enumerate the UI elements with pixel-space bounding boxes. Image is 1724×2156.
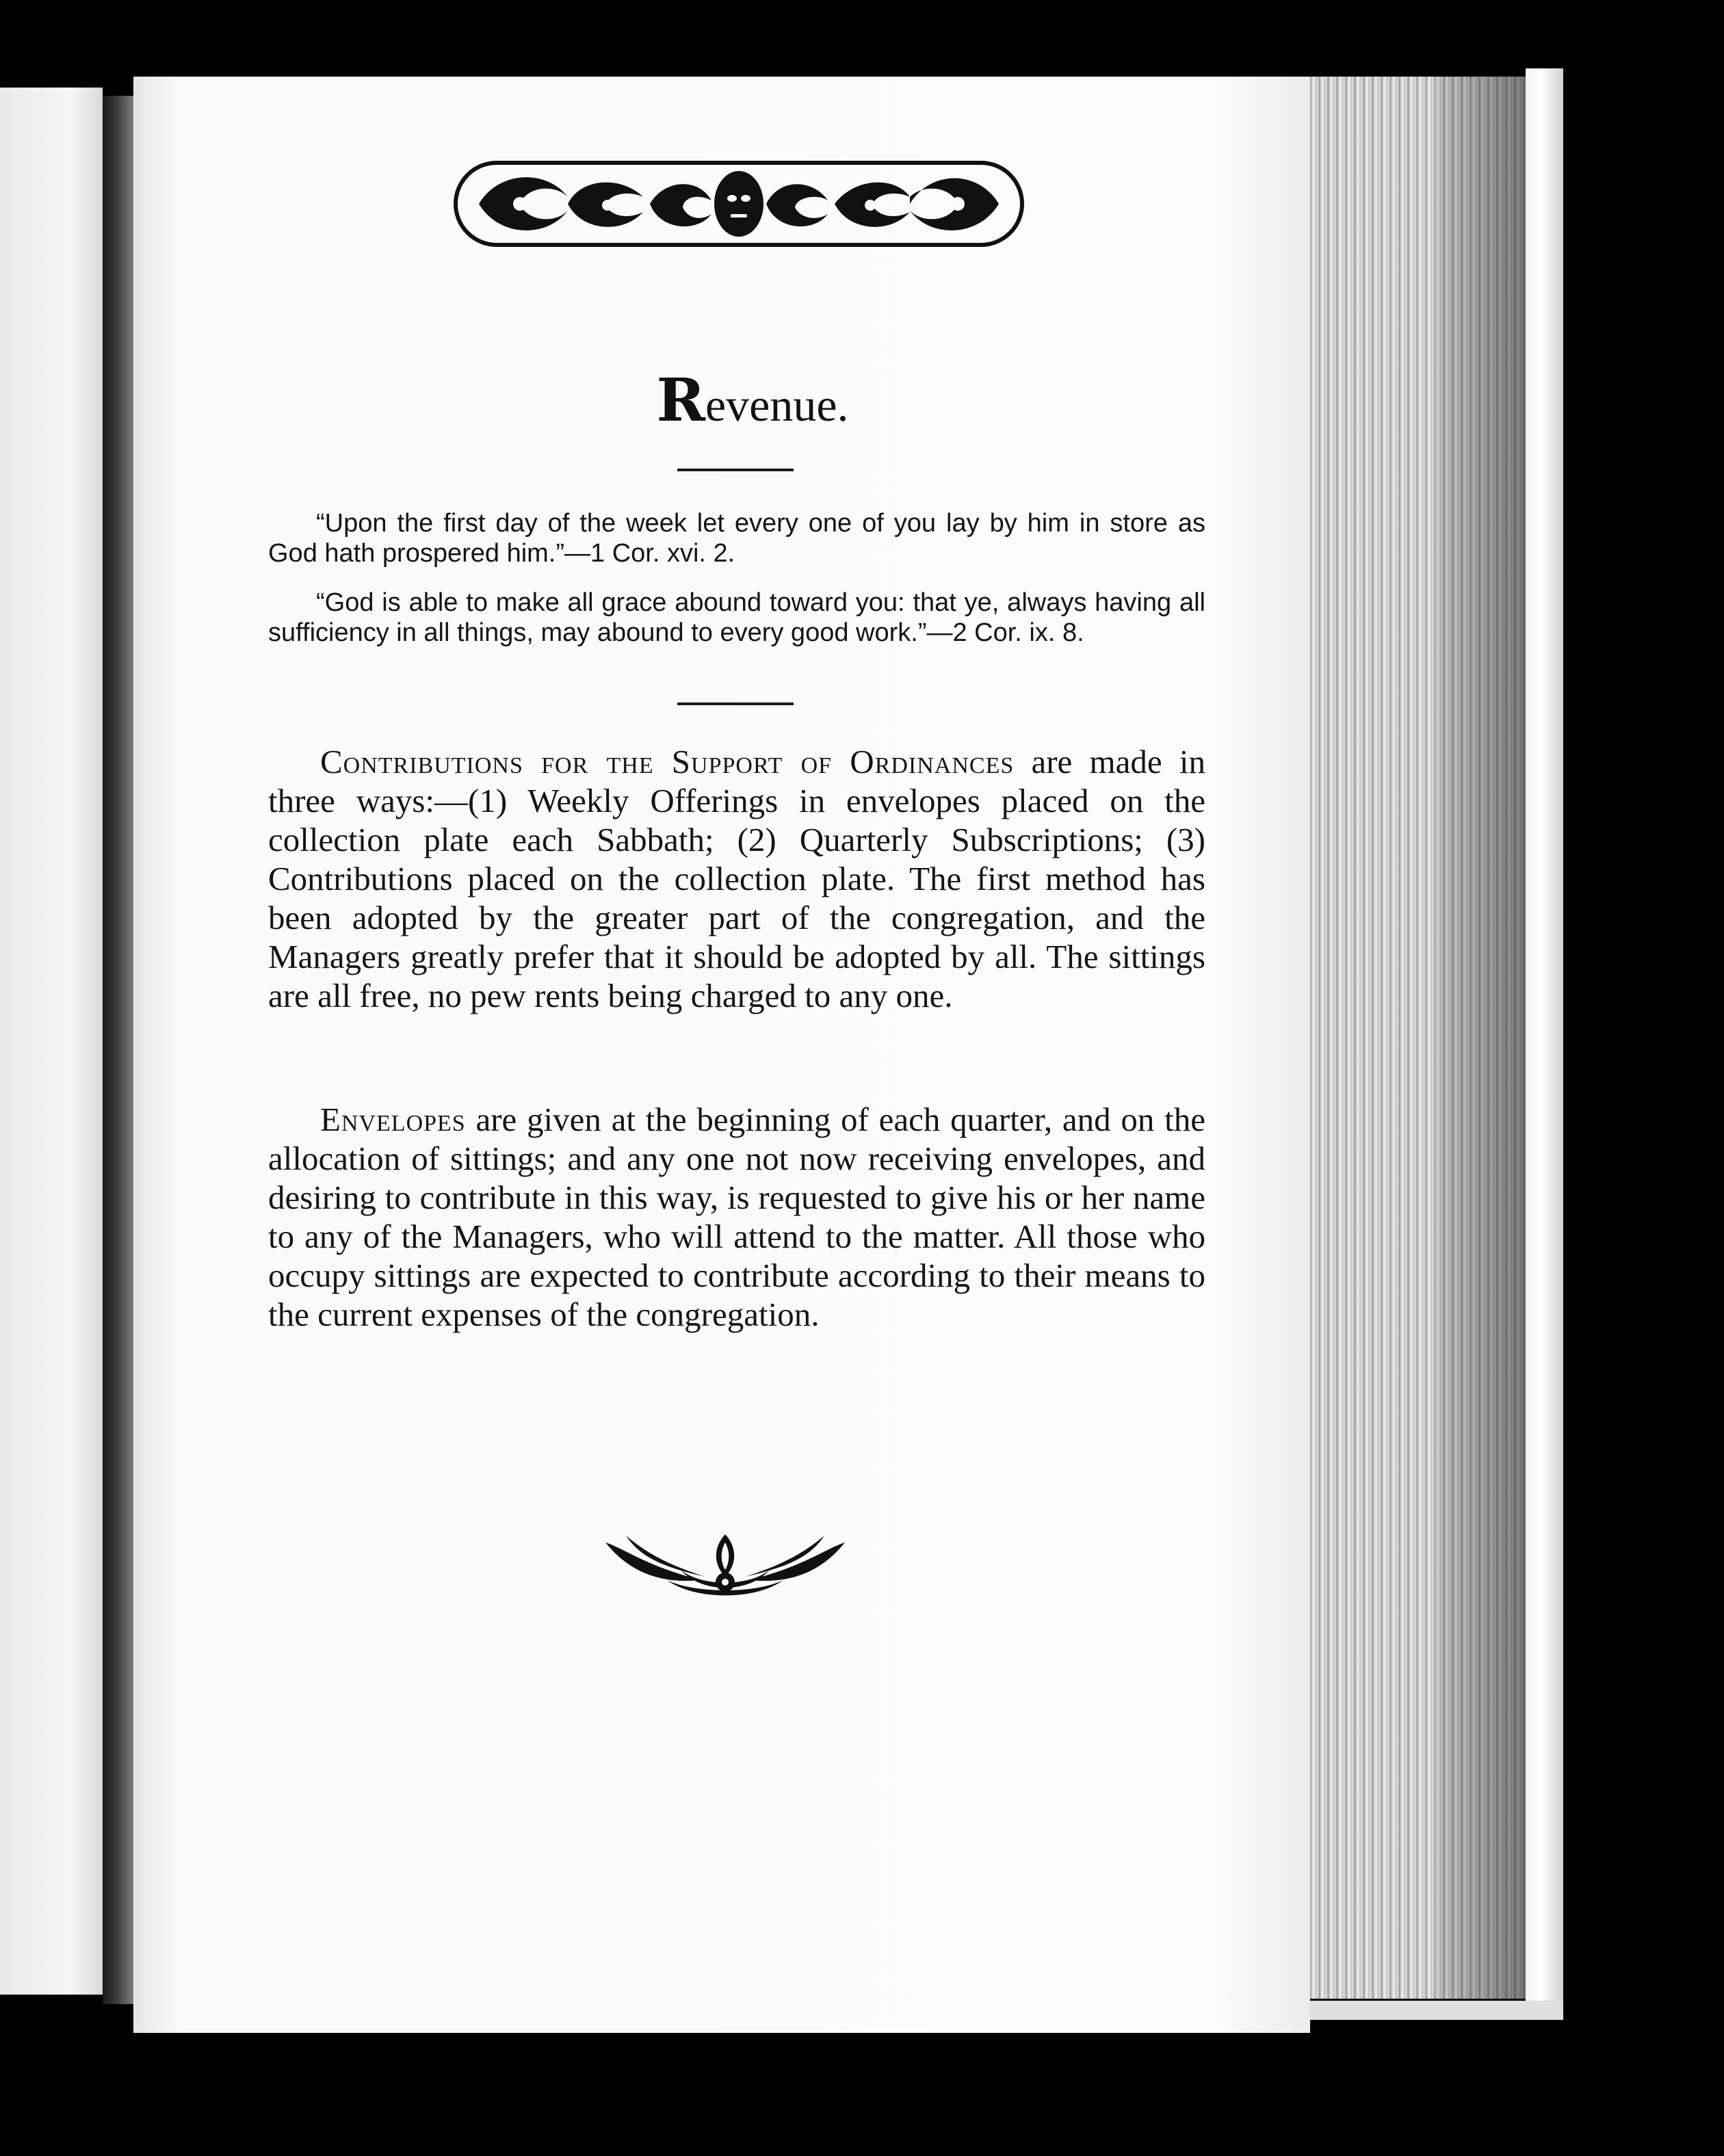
title-rest: evenue. [705, 379, 849, 431]
paragraph-lead: Contributions for the Support of Ordinances [320, 743, 1015, 780]
footer-ornament [585, 1529, 865, 1604]
title-rule [677, 469, 794, 471]
envelopes-paragraph [268, 1100, 1205, 1334]
header-ornament [452, 156, 1026, 252]
verse-quote-2: “God is able to make all grace abound toward you: that ye, always having all sufficiency in all things, may abound to every good work.”—2 Cor. ix. 8. [268, 588, 1205, 647]
title-initial: R [656, 366, 705, 435]
book-cover-board [1526, 68, 1563, 2004]
verse-quote-1: “Upon the first day of the week let every one of you lay by him in store as God hath prospered him.”—1 Cor. xvi. 2. [268, 509, 1205, 568]
paragraph-text: are given at the beginning of each quarter, and on the allocation of sittings; and any one not now receiving envelopes, and desiring to contribute in this way, is requested to give his or her name to any of the Managers, who will attend to the matter. All those who occupy sittings are expected to contribute according to their means to the current expenses of the congregation. [268, 1101, 1205, 1333]
paragraph-lead: Envelopes [320, 1101, 466, 1138]
section-rule [677, 702, 794, 705]
book-gutter [103, 96, 137, 2004]
left-page-edge [0, 88, 103, 1995]
page-title [410, 366, 1095, 435]
contributions-paragraph [268, 742, 1205, 1015]
page-edges-shadow [1437, 77, 1526, 1999]
paragraph-text: are made in three ways:—(1) Weekly Offerings in envelopes placed on the collection plate each Sabbath; (2) Quarterly Subscriptions; (3) Contributions placed on the collection plate. The first method has been adopted by the greater part of the congregation, and the Managers greatly prefer that it should be adopted by all. The sittings are all free, no pew rents being charged to any one. [268, 743, 1205, 1014]
